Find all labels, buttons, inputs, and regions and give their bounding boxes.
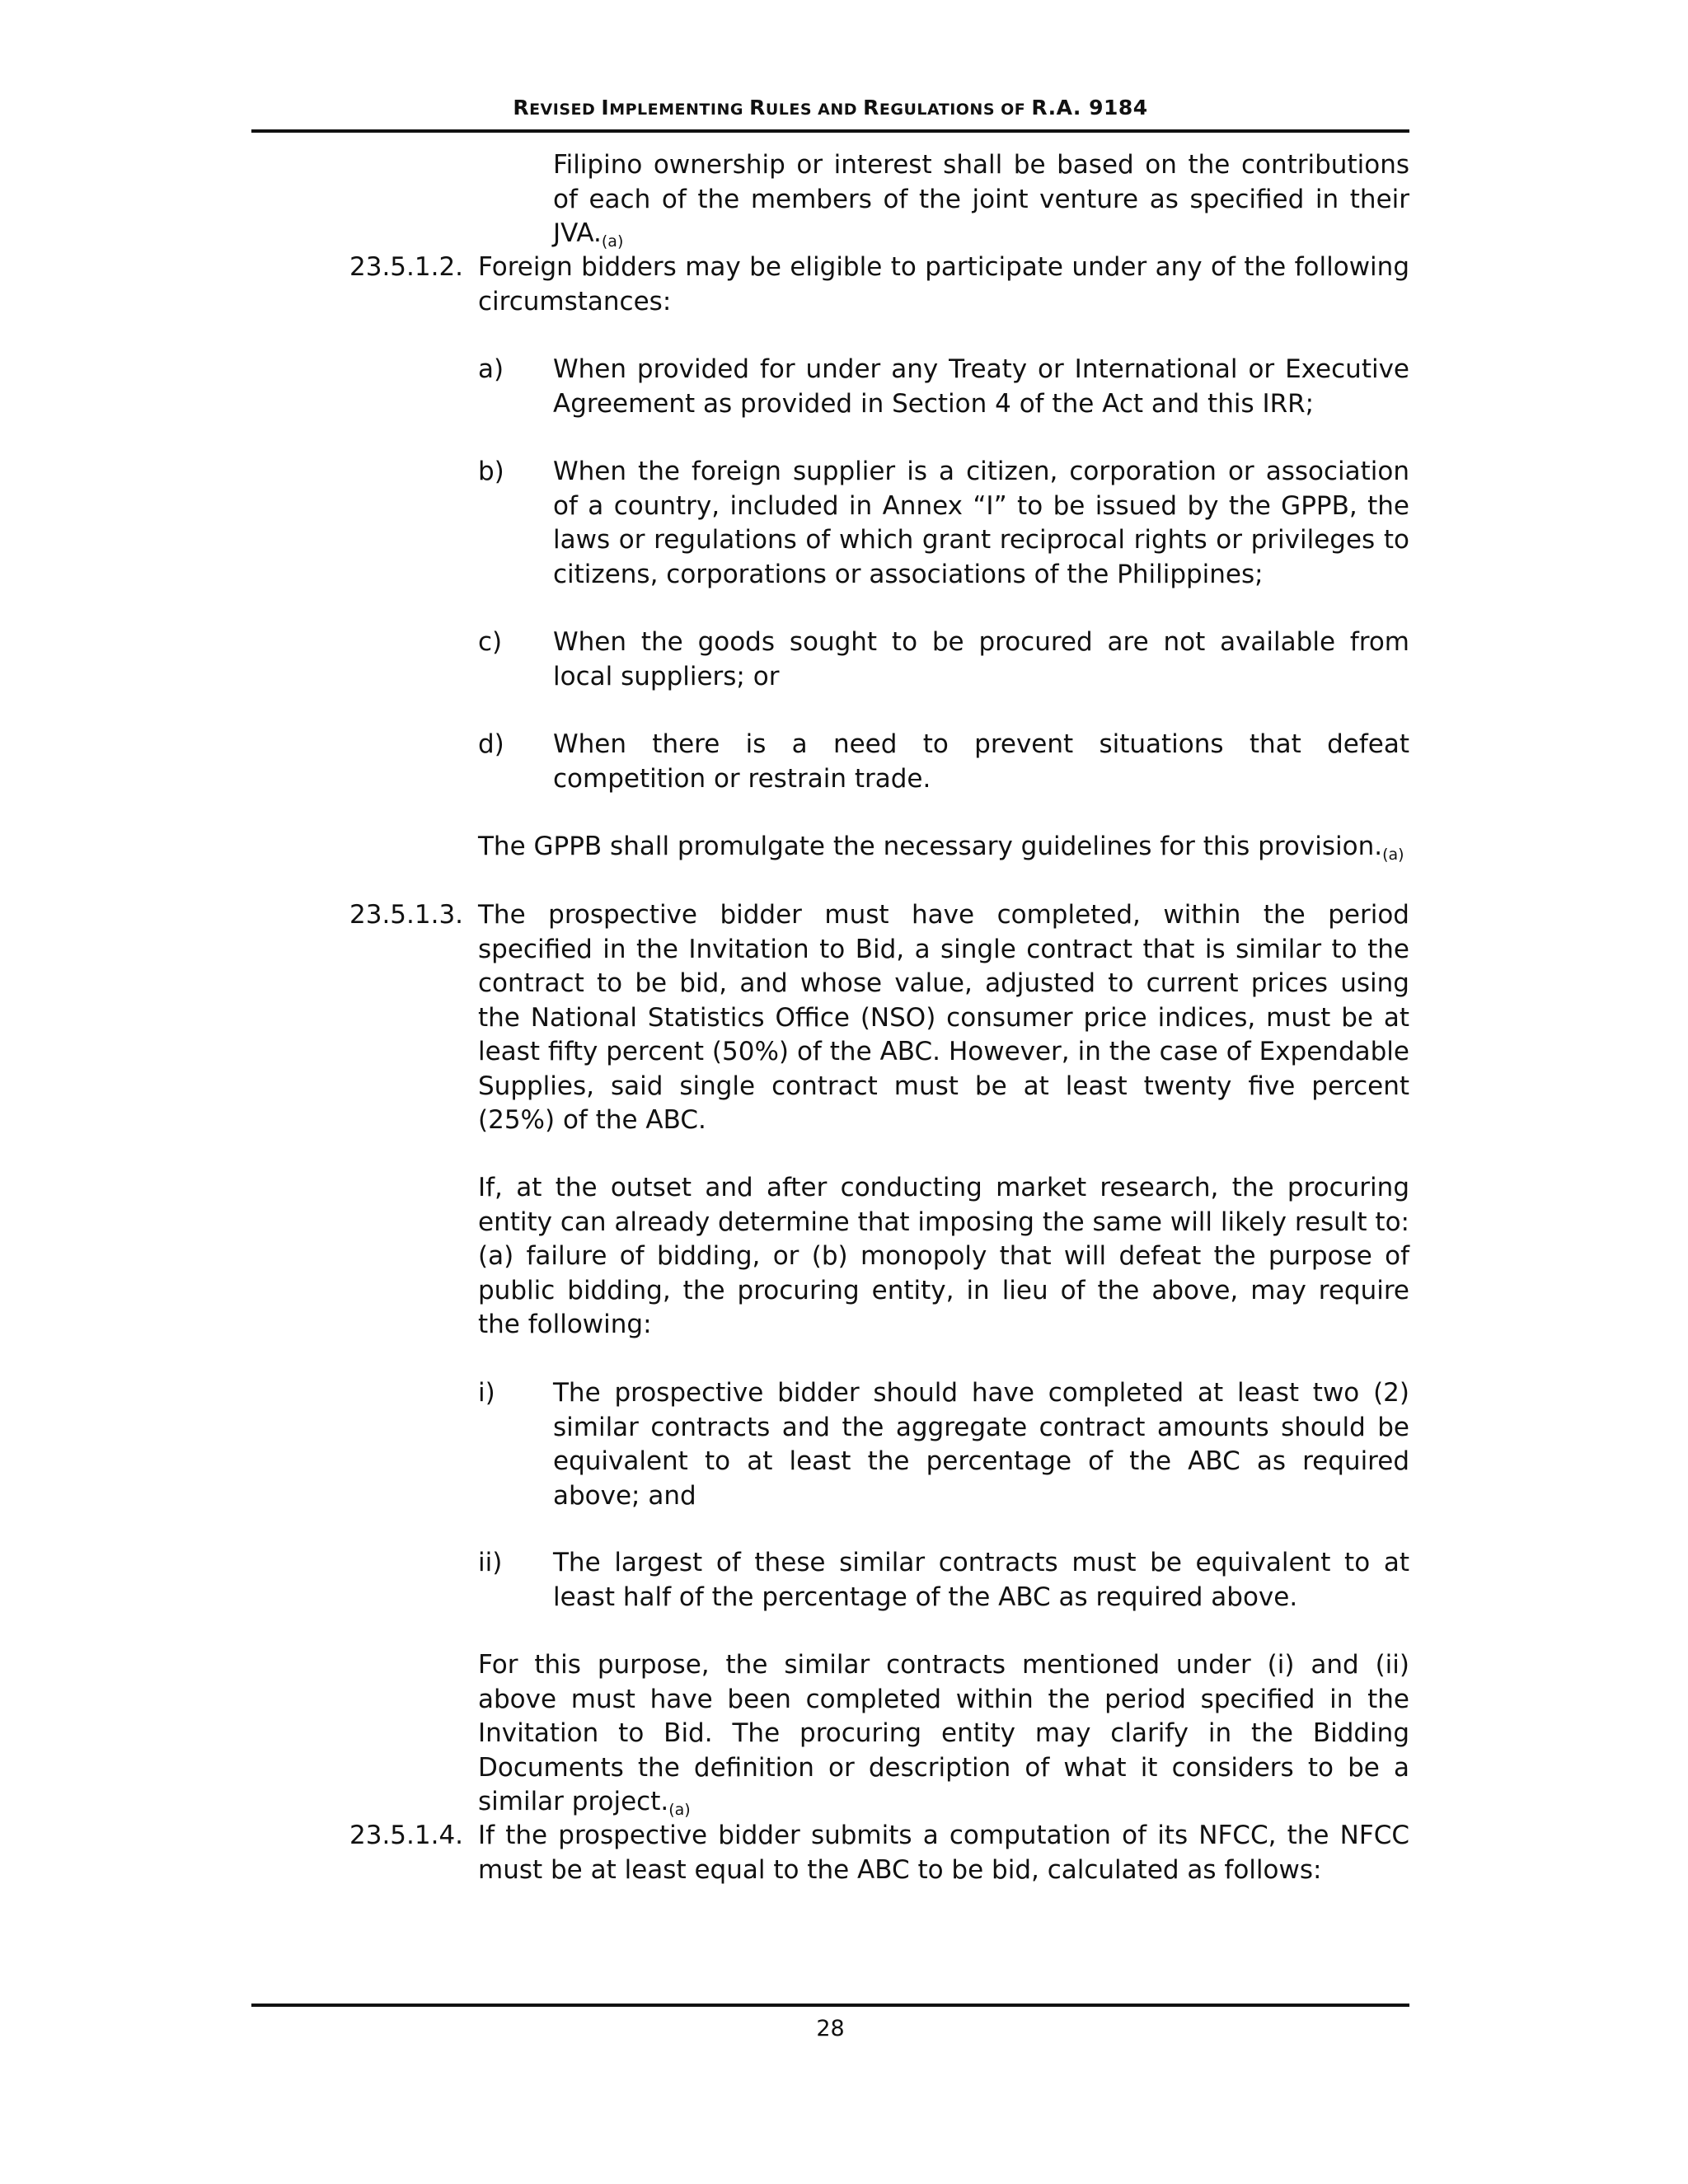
section-closing: The GPPB shall promulgate the necessary guidelines for this $provision._{(a)}$	[478, 832, 1404, 864]
list-item-label: c)	[478, 627, 503, 657]
list-item-label: d)	[478, 729, 504, 759]
list-item-label: ii)	[478, 1548, 503, 1577]
list-item-text: When the foreign supplier is a citizen, corporation or association of a country, included in Annex “I” to be issued by the GPPB, the laws or regulations of which grant reciprocal rights or privileges to citizens, corporations or associations of the Philippines;	[553, 457, 1409, 589]
running-header	[251, 96, 1409, 120]
header-part: REGULATIONS OF	[863, 96, 1032, 120]
section-intro: Foreign bidders may be eligible to participate under any of the following circumstances:	[478, 252, 1409, 316]
list-item-label: i)	[478, 1378, 495, 1408]
section-paragraph: The prospective bidder must have completed, within the period specified in the Invitation to Bid, a single contract that is similar to the contract to be bid, and whose value, adjusted to current prices using the National Statistics Office (NSO) consumer price indices, must be at least fifty percent (50%) of the ABC. However, in the case of Expendable Supplies, said single contract must be at least twenty five percent (25%) of the ABC.	[478, 900, 1409, 1135]
footer-rule	[251, 2004, 1409, 2007]
section-paragraph: If, at the outset and after conducting market research, the procuring entity can already determine that imposing the same will likely result to: (a) failure of bidding, or (b) monopoly that will defeat the purpose of public bidding, the procuring entity, in lieu of the above, may require the following:	[478, 1173, 1409, 1339]
list-item-text: The largest of these similar contracts must be equivalent to at least half of the percentage of the ABC as required above.	[553, 1548, 1409, 1612]
page-number: 28	[816, 2016, 845, 2041]
header-part: R.A. 9184	[1031, 96, 1148, 120]
section-number: 23.5.1.2.	[349, 252, 464, 282]
continuation-paragraph: Filipino ownership or interest shall be based on the contributions of each of the members of the joint venture as specified in their $JVA._{(a)}$	[553, 150, 1409, 251]
amendment-mark: (a)	[601, 232, 624, 251]
section-number: 23.5.1.4.	[349, 1821, 464, 1850]
list-item-label: b)	[478, 457, 504, 486]
amendment-mark: (a)	[1382, 846, 1404, 864]
header-rule	[251, 129, 1409, 133]
header-part: IMPLEMENTING	[601, 96, 750, 120]
section-paragraph: If the prospective bidder submits a computation of its NFCC, the NFCC must be at least equal to the ABC to be bid, calculated as follows:	[478, 1821, 1409, 1885]
header-part: REVISED	[513, 96, 602, 120]
header-part: RULES AND	[749, 96, 864, 120]
list-item-text: When there is a need to prevent situations that defeat competition or restrain trade.	[553, 729, 1409, 794]
list-item-text: When the goods sought to be procured are not available from local suppliers; or	[553, 627, 1409, 691]
section-paragraph: For this purpose, the similar contracts mentioned under (i) and (ii) above must have been completed within the period specified in the Invitation to Bid. The procuring entity may clarify in the Bidding Documents the definition or description of what it considers to be a similar $project._{(a)}$	[478, 1650, 1409, 1819]
list-item-text: When provided for under any Treaty or International or Executive Agreement as provided in Section 4 of the Act and this IRR;	[553, 354, 1409, 419]
amendment-mark: (a)	[668, 1801, 691, 1819]
section-number: 23.5.1.3.	[349, 900, 464, 930]
list-item-text: The prospective bidder should have completed at least two (2) similar contracts and the aggregate contract amounts should be equivalent to at least the percentage of the ABC as required above; and	[553, 1378, 1409, 1511]
list-item-label: a)	[478, 354, 504, 384]
